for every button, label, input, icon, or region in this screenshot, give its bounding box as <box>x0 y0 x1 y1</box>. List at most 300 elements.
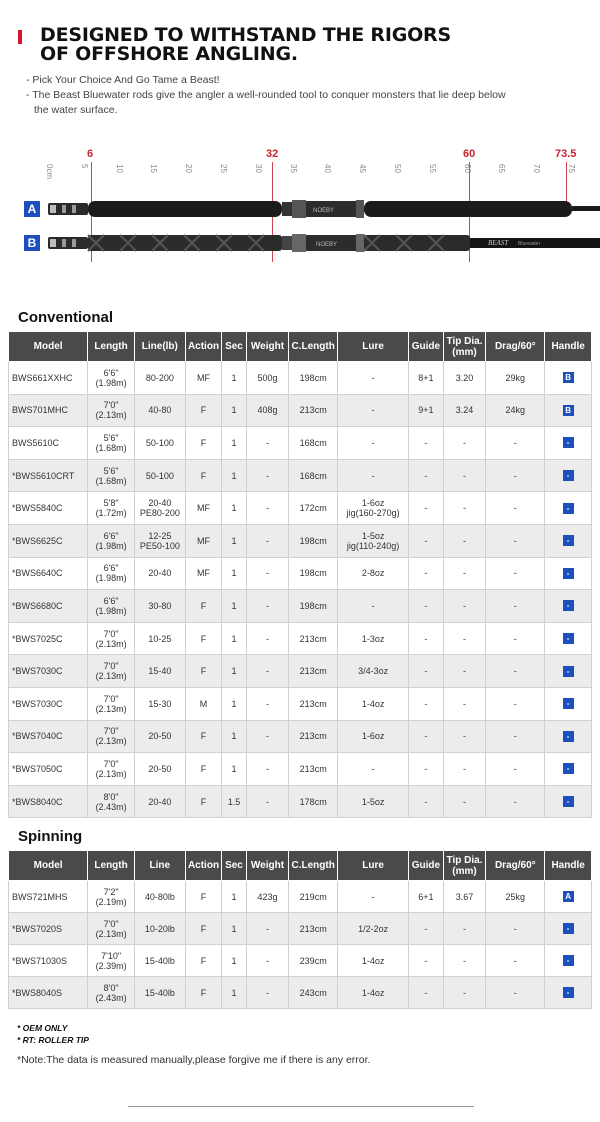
lure-value: - <box>371 763 375 774</box>
drag-cell: - <box>486 753 545 786</box>
lure-value: 1-3oz <box>361 633 385 644</box>
handle-cell <box>545 753 592 786</box>
weight-cell: - <box>246 687 289 720</box>
lure-cell <box>338 492 409 525</box>
handle-icon: - <box>563 503 574 514</box>
line-value: 15-40lb <box>144 955 175 966</box>
handle-icon: - <box>563 796 574 807</box>
column-header: Sec <box>222 851 246 881</box>
line-cell <box>134 785 185 818</box>
column-header: Guide <box>409 851 444 881</box>
length-cell <box>88 913 135 945</box>
table-row <box>9 655 592 688</box>
lure-value: 1-4oz <box>361 955 385 966</box>
length-imperial: 5'6" <box>103 465 119 476</box>
table-row <box>9 459 592 492</box>
length-cell <box>88 622 135 655</box>
lure-cell <box>338 394 409 427</box>
weight-cell: - <box>246 720 289 753</box>
length-cell <box>88 753 135 786</box>
line-value: 10-20lb <box>144 923 175 934</box>
weight-cell: 500g <box>246 362 289 395</box>
ruler-tick: 40 <box>323 164 333 173</box>
drag-cell: - <box>486 913 545 945</box>
lure-value: 1/2-2oz <box>358 923 389 934</box>
model-cell: *BWS5610CRT <box>9 459 88 492</box>
tip-cell: - <box>443 720 486 753</box>
lure-value: 1-5oz <box>361 796 385 807</box>
weight-cell: - <box>246 622 289 655</box>
rod-b-brand: NOEBY <box>316 242 338 248</box>
model-cell: *BWS6625C <box>9 524 88 557</box>
lure-cell <box>338 590 409 623</box>
length-imperial: 5'8" <box>103 498 119 509</box>
length-metric: (2.13m) <box>95 671 127 682</box>
page-title-line2: OF OFFSHORE ANGLING. <box>40 43 298 65</box>
ruler-tick: 20 <box>184 164 194 173</box>
drag-cell: - <box>486 785 545 818</box>
line-cell <box>134 459 185 492</box>
model-cell: BWS661XXHC <box>9 362 88 395</box>
lure-value: 1-6oz <box>361 498 385 509</box>
guide-cell: - <box>409 622 444 655</box>
lure-cell <box>338 557 409 590</box>
action-cell: F <box>185 945 222 977</box>
handle-cell <box>545 459 592 492</box>
length-cell <box>88 492 135 525</box>
handle-icon: - <box>563 535 574 546</box>
lure-cell <box>338 753 409 786</box>
clength-cell: 198cm <box>289 557 338 590</box>
length-metric: (1.98m) <box>95 377 127 388</box>
length-metric: (2.13m) <box>95 703 127 714</box>
model-cell: *BWS8040C <box>9 785 88 818</box>
ruler-tick: 25 <box>219 164 228 173</box>
tip-cell: - <box>443 687 486 720</box>
line-value: 20-40 <box>148 796 172 807</box>
handle-icon: B <box>563 405 574 416</box>
action-cell: F <box>185 977 222 1009</box>
ruler-tick: 15 <box>149 164 159 173</box>
handle-cell <box>545 557 592 590</box>
length-imperial: 6'6" <box>103 563 119 574</box>
length-imperial: 7'0" <box>103 661 119 672</box>
column-header: Handle <box>545 332 592 362</box>
drag-cell: - <box>486 557 545 590</box>
handle-cell <box>545 687 592 720</box>
tip-cell: - <box>443 427 486 460</box>
clength-cell: 168cm <box>289 427 338 460</box>
clength-cell: 178cm <box>289 785 338 818</box>
length-imperial: 7'0" <box>103 693 119 704</box>
length-cell <box>88 881 135 913</box>
line-cell <box>134 622 185 655</box>
column-header: Action <box>185 332 222 362</box>
table-row <box>9 492 592 525</box>
handle-icon: - <box>563 698 574 709</box>
line-cell <box>134 753 185 786</box>
note-rt: * RT: ROLLER TIP <box>17 1035 89 1045</box>
drag-cell: - <box>486 459 545 492</box>
tip-cell: - <box>443 785 486 818</box>
line-value: 50-100 <box>145 470 174 481</box>
drag-cell: - <box>486 655 545 688</box>
handle-icon: A <box>563 891 574 902</box>
lure-value: 1-5oz <box>361 530 385 541</box>
column-header: Drag/60° <box>486 332 545 362</box>
tip-cell: - <box>443 492 486 525</box>
action-cell: F <box>185 427 222 460</box>
tip-cell: - <box>443 655 486 688</box>
length-imperial: 8'0" <box>103 982 119 993</box>
handle-icon: - <box>563 568 574 579</box>
drag-cell: - <box>486 492 545 525</box>
drag-cell: - <box>486 524 545 557</box>
column-header: Model <box>9 332 88 362</box>
column-header: Model <box>9 851 88 881</box>
handle-icon: - <box>563 437 574 448</box>
action-cell: F <box>185 655 222 688</box>
tip-cell: - <box>443 977 486 1009</box>
header-accent-bar <box>18 30 22 44</box>
guide-cell: 8+1 <box>409 362 444 395</box>
action-cell: F <box>185 459 222 492</box>
action-cell: F <box>185 881 222 913</box>
disclaimer-note: *Note:The data is measured manually,please forgive me if there is any error. <box>17 1054 371 1066</box>
weight-cell: - <box>246 785 289 818</box>
ruler-tick: 0cm <box>45 164 54 180</box>
length-cell <box>88 785 135 818</box>
lure-value: - <box>371 891 375 902</box>
column-header: Tip Dia. (mm) <box>443 851 486 881</box>
handle-icon: - <box>563 763 574 774</box>
action-cell: M <box>185 687 222 720</box>
clength-cell: 198cm <box>289 524 338 557</box>
drag-cell: - <box>486 622 545 655</box>
guide-cell: - <box>409 590 444 623</box>
action-cell: MF <box>185 492 222 525</box>
handle-cell <box>545 913 592 945</box>
ruler-tick: 45 <box>358 164 368 173</box>
handle-icon: - <box>563 955 574 966</box>
model-cell: *BWS6640C <box>9 557 88 590</box>
rod-a-label: A <box>24 201 40 217</box>
table-row <box>9 753 592 786</box>
guide-cell: - <box>409 785 444 818</box>
lure-cell <box>338 881 409 913</box>
lure-cell <box>338 427 409 460</box>
tip-cell: - <box>443 524 486 557</box>
ruler-tick: 70 <box>532 164 542 173</box>
length-cell <box>88 557 135 590</box>
drag-cell: - <box>486 590 545 623</box>
lure-value: - <box>371 437 375 448</box>
length-metric: (2.13m) <box>95 638 127 649</box>
rod-b-label: B <box>24 235 40 251</box>
action-cell: F <box>185 720 222 753</box>
line-cell <box>134 720 185 753</box>
weight-cell: - <box>246 655 289 688</box>
lure-value: - <box>371 372 375 383</box>
rod-b <box>48 234 600 252</box>
drag-cell: 24kg <box>486 394 545 427</box>
length-imperial: 7'2" <box>103 886 119 897</box>
ruler-tick: 65 <box>497 164 507 173</box>
line-cell <box>134 427 185 460</box>
column-header: Lure <box>338 851 409 881</box>
weight-cell: - <box>246 427 289 460</box>
lure-value: - <box>371 405 375 416</box>
rod-diagram <box>0 146 600 264</box>
handle-cell <box>545 524 592 557</box>
action-cell: F <box>185 785 222 818</box>
drag-cell: 25kg <box>486 881 545 913</box>
length-cell <box>88 590 135 623</box>
handle-cell <box>545 881 592 913</box>
line-value: 12-25 <box>148 530 172 541</box>
length-imperial: 7'0" <box>103 726 119 737</box>
line-value: 15-40lb <box>144 987 175 998</box>
clength-cell: 213cm <box>289 655 338 688</box>
tip-cell: - <box>443 945 486 977</box>
length-cell <box>88 362 135 395</box>
sec-cell: 1 <box>222 590 246 623</box>
spinning-table <box>8 850 592 1009</box>
length-imperial: 6'6" <box>103 530 119 541</box>
column-header: Tip Dia. (mm) <box>443 332 486 362</box>
handle-icon: - <box>563 666 574 677</box>
tip-cell: - <box>443 753 486 786</box>
ruler-tick: 35 <box>288 164 298 173</box>
column-header: Drag/60° <box>486 851 545 881</box>
lure-cell <box>338 977 409 1009</box>
length-imperial: 5'6" <box>103 432 119 443</box>
model-cell: *BWS7030C <box>9 687 88 720</box>
length-imperial: 8'0" <box>103 791 119 802</box>
tip-cell: 3.20 <box>443 362 486 395</box>
sec-cell: 1 <box>222 977 246 1009</box>
handle-icon: B <box>563 372 574 383</box>
table-row <box>9 687 592 720</box>
clength-cell: 243cm <box>289 977 338 1009</box>
handle-cell <box>545 945 592 977</box>
lure-jig: jig(160-270g) <box>346 508 400 519</box>
length-metric: (1.72m) <box>95 508 127 519</box>
lure-cell <box>338 459 409 492</box>
handle-icon: - <box>563 633 574 644</box>
footer-divider <box>128 1106 474 1107</box>
guide-cell: - <box>409 524 444 557</box>
weight-cell: - <box>246 492 289 525</box>
column-header: Sec <box>222 332 246 362</box>
action-cell: F <box>185 394 222 427</box>
length-cell <box>88 977 135 1009</box>
sec-cell: 1 <box>222 362 246 395</box>
length-imperial: 6'6" <box>103 367 119 378</box>
handle-icon: - <box>563 600 574 611</box>
guide-cell: - <box>409 753 444 786</box>
page-title-line1: DESIGNED TO WITHSTAND THE RIGORS <box>40 24 451 46</box>
ruler-tick: 75 <box>567 164 576 173</box>
weight-cell: 423g <box>246 881 289 913</box>
sec-cell: 1 <box>222 557 246 590</box>
line-cell <box>134 492 185 525</box>
lure-cell <box>338 720 409 753</box>
clength-cell: 198cm <box>289 590 338 623</box>
column-header: Weight <box>246 851 289 881</box>
rod-b-beast: BEAST <box>488 239 509 247</box>
column-header: Line <box>134 851 185 881</box>
handle-cell <box>545 720 592 753</box>
length-imperial: 7'0" <box>103 918 119 929</box>
bullet-2: - The Beast Bluewater rods give the angler a well-rounded tool to conquer monsters that lie deep below <box>26 89 506 101</box>
model-cell: BWS721MHS <box>9 881 88 913</box>
column-header: Line(lb) <box>134 332 185 362</box>
line-cell <box>134 557 185 590</box>
model-cell: *BWS5840C <box>9 492 88 525</box>
sec-cell: 1 <box>222 687 246 720</box>
column-header: Length <box>88 851 135 881</box>
column-header: Action <box>185 851 222 881</box>
sec-cell: 1 <box>222 459 246 492</box>
column-header: C.Length <box>289 851 338 881</box>
sec-cell: 1 <box>222 492 246 525</box>
lure-value: 1-4oz <box>361 698 385 709</box>
ruler-tick: 30 <box>253 164 263 173</box>
guide-cell: - <box>409 427 444 460</box>
model-cell: *BWS6680C <box>9 590 88 623</box>
handle-icon: - <box>563 923 574 934</box>
lure-value: - <box>371 600 375 611</box>
column-header: Length <box>88 332 135 362</box>
conventional-title: Conventional <box>18 309 114 326</box>
drag-cell: - <box>486 427 545 460</box>
drag-cell: - <box>486 720 545 753</box>
ruler-tick: 50 <box>393 164 402 173</box>
guide-cell: 9+1 <box>409 394 444 427</box>
tip-cell: - <box>443 622 486 655</box>
lure-value: 2-8oz <box>361 568 385 579</box>
ruler-tick: 5 <box>79 164 89 169</box>
bullet-2-cont: the water surface. <box>34 104 118 116</box>
guide-cell: 6+1 <box>409 881 444 913</box>
guide-cell: - <box>409 687 444 720</box>
sec-cell: 1 <box>222 753 246 786</box>
clength-cell: 213cm <box>289 687 338 720</box>
model-cell: BWS701MHC <box>9 394 88 427</box>
guide-cell: - <box>409 945 444 977</box>
length-metric: (1.98m) <box>95 573 127 584</box>
action-cell: MF <box>185 557 222 590</box>
rod-b-bluewater: Bluewater <box>518 241 541 247</box>
clength-cell: 239cm <box>289 945 338 977</box>
handle-icon: - <box>563 470 574 481</box>
model-cell: *BWS7050C <box>9 753 88 786</box>
lure-jig: jig(110-240g) <box>346 540 400 551</box>
sec-cell: 1 <box>222 427 246 460</box>
column-header: Guide <box>409 332 444 362</box>
lure-value: 1-6oz <box>361 731 385 742</box>
marker-73-5: 73.5 <box>555 148 577 160</box>
length-metric: (2.43m) <box>95 992 127 1003</box>
conventional-table <box>8 331 592 818</box>
weight-cell: 408g <box>246 394 289 427</box>
weight-cell: - <box>246 977 289 1009</box>
tip-cell: 3.24 <box>443 394 486 427</box>
line-value: 20-40 <box>148 498 172 509</box>
weight-cell: - <box>246 753 289 786</box>
length-cell <box>88 394 135 427</box>
handle-cell <box>545 622 592 655</box>
tip-cell: 3.67 <box>443 881 486 913</box>
handle-icon: - <box>563 987 574 998</box>
length-metric: (1.68m) <box>95 442 127 453</box>
column-header: C.Length <box>289 332 338 362</box>
lure-cell <box>338 785 409 818</box>
model-cell: *BWS7040C <box>9 720 88 753</box>
rod-a <box>48 200 600 218</box>
clength-cell: 213cm <box>289 622 338 655</box>
length-metric: (2.39m) <box>95 960 127 971</box>
lure-cell <box>338 945 409 977</box>
clength-cell: 198cm <box>289 362 338 395</box>
guide-cell: - <box>409 459 444 492</box>
line-value: 10-25 <box>148 633 172 644</box>
table-row <box>9 977 592 1009</box>
table-row <box>9 720 592 753</box>
tip-cell: - <box>443 557 486 590</box>
table-row <box>9 881 592 913</box>
intro-bullets <box>26 73 566 118</box>
model-cell: *BWS71030S <box>9 945 88 977</box>
table-row <box>9 945 592 977</box>
column-header: Lure <box>338 332 409 362</box>
line-value: 80-200 <box>145 372 174 383</box>
guide-cell: - <box>409 557 444 590</box>
table-header-row <box>9 332 592 362</box>
table-row <box>9 557 592 590</box>
model-cell: *BWS7020S <box>9 913 88 945</box>
length-metric: (2.13m) <box>95 768 127 779</box>
lure-cell <box>338 655 409 688</box>
column-header: Weight <box>246 332 289 362</box>
guide-cell: - <box>409 655 444 688</box>
sec-cell: 1.5 <box>222 785 246 818</box>
action-cell: MF <box>185 362 222 395</box>
guide-cell: - <box>409 492 444 525</box>
ruler-tick: 55 <box>427 164 437 173</box>
ruler <box>45 164 578 192</box>
line-value: 15-40 <box>148 666 172 677</box>
line-value: 20-50 <box>148 763 172 774</box>
line-pe: PE80-200 <box>139 508 180 519</box>
line-cell <box>134 687 185 720</box>
table-row <box>9 590 592 623</box>
length-metric: (1.68m) <box>95 475 127 486</box>
action-cell: F <box>185 622 222 655</box>
length-cell <box>88 459 135 492</box>
guide-cell: - <box>409 720 444 753</box>
line-cell <box>134 394 185 427</box>
sec-cell: 1 <box>222 622 246 655</box>
sec-cell: 1 <box>222 524 246 557</box>
line-value: 15-30 <box>148 698 172 709</box>
ruler-tick: 10 <box>114 164 124 173</box>
ruler-tick: 60 <box>462 164 472 173</box>
length-metric: (2.13m) <box>95 410 127 421</box>
line-cell <box>134 945 185 977</box>
line-value: 50-100 <box>145 437 174 448</box>
